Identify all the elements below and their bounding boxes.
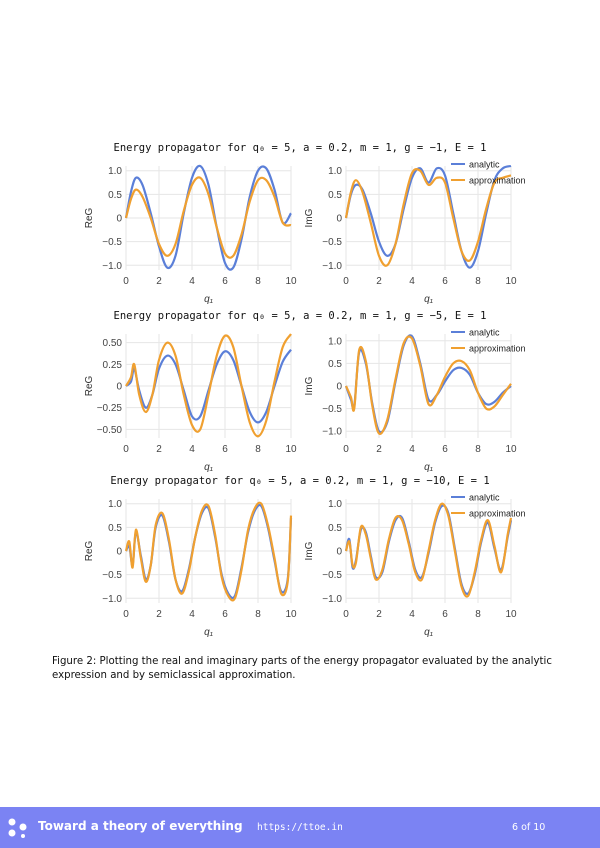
plot-reg-g1 [82,160,297,305]
y-tick-label: 0 [116,381,122,393]
y-axis-label: ImG [304,541,315,561]
x-tick-label: 2 [156,276,162,287]
x-tick-label: 4 [189,609,195,620]
x-tick-label: 2 [376,444,382,455]
x-tick-label: 2 [156,444,162,455]
x-tick-label: 10 [285,276,297,287]
y-tick-label: −0.5 [102,237,122,249]
x-tick-label: 4 [409,609,415,620]
y-tick-label: 0.5 [108,522,122,534]
y-tick-label: 0.25 [102,359,122,371]
y-tick-label: 1.0 [108,166,122,178]
y-tick-label: −0.5 [322,237,342,249]
y-tick-label: −1.0 [322,593,342,605]
x-axis-label: q₁ [424,627,433,638]
x-tick-label: 8 [475,444,481,455]
y-tick-label: 1.0 [108,499,122,511]
x-tick-label: 10 [505,444,517,455]
x-tick-label: 4 [189,444,195,455]
x-axis-label: q₁ [204,462,213,473]
plot-reg-g10 [82,493,297,638]
x-tick-label: 0 [123,609,129,620]
x-tick-label: 10 [505,276,517,287]
x-tick-label: 4 [189,276,195,287]
y-axis-label: ReG [84,207,95,229]
x-tick-label: 0 [123,276,129,287]
plot-img-g10 [302,493,524,638]
x-tick-label: 10 [505,609,517,620]
y-tick-label: 0 [336,381,342,393]
y-axis-label: ImG [304,376,315,396]
x-tick-label: 6 [442,444,448,455]
x-tick-label: 4 [409,444,415,455]
y-tick-label: 0.5 [328,358,342,370]
x-tick-label: 8 [475,609,481,620]
x-tick-label: 8 [255,609,261,620]
plot-img-g5 [302,328,524,473]
y-tick-label: −0.5 [102,570,122,582]
y-tick-label: −1.0 [102,593,122,605]
page-number: 6 of 10 [512,822,546,833]
series-line-approximation [126,334,291,436]
plot-img-g1 [302,160,524,305]
dots-logo-icon [6,817,32,839]
y-tick-label: 1.0 [328,336,342,348]
x-tick-label: 6 [442,609,448,620]
y-tick-label: −1.0 [322,426,342,438]
page-footer [0,807,600,848]
x-tick-label: 2 [376,609,382,620]
footer-url-link[interactable]: https://ttoe.in [257,822,343,833]
y-tick-label: 1.0 [328,166,342,178]
x-tick-label: 0 [123,444,129,455]
y-tick-label: 0.50 [102,338,122,350]
x-tick-label: 0 [343,444,349,455]
figure-caption: Figure 2: Plotting the real and imaginary parts of the energy propagator evaluated by the analytic expression and by semiclassical approximation. [52,656,552,681]
series-line-approximation [126,503,291,601]
y-tick-label: −0.5 [322,570,342,582]
y-axis-label: ReG [84,375,95,397]
y-tick-label: −0.5 [322,404,342,416]
legend-label: approximation [469,343,526,354]
x-tick-label: 2 [156,609,162,620]
legend-label: approximation [469,175,526,186]
x-axis-label: q₁ [204,627,213,638]
y-tick-label: 0.5 [328,522,342,534]
chart-title-row-1: Energy propagator for q₀ = 5, a = 0.2, m = 1, g = −1, E = 1 [113,142,487,154]
chart-title-row-3: Energy propagator for q₀ = 5, a = 0.2, m = 1, g = −10, E = 1 [110,475,490,487]
footer-brand: Toward a theory of everything [38,819,243,833]
plot-reg-g5 [82,328,297,473]
y-axis-label: ImG [304,208,315,228]
y-tick-label: 0.5 [328,189,342,201]
x-axis-label: q₁ [424,462,433,473]
x-tick-label: 10 [285,444,297,455]
x-tick-label: 10 [285,609,297,620]
chart-title-row-2: Energy propagator for q₀ = 5, a = 0.2, m = 1, g = −5, E = 1 [113,310,487,322]
y-tick-label: −0.50 [96,424,122,436]
x-tick-label: 8 [475,276,481,287]
x-tick-label: 4 [409,276,415,287]
legend-label: approximation [469,508,526,519]
x-axis-label: q₁ [424,294,433,305]
y-tick-label: 0 [116,546,122,558]
legend-label: analytic [469,492,500,503]
y-tick-label: 0 [336,546,342,558]
y-tick-label: 0 [116,213,122,225]
x-tick-label: 6 [222,444,228,455]
x-tick-label: 6 [222,276,228,287]
y-axis-label: ReG [84,540,95,562]
x-tick-label: 0 [343,276,349,287]
x-tick-label: 6 [222,609,228,620]
x-tick-label: 6 [442,276,448,287]
x-axis-label: q₁ [204,294,213,305]
y-tick-label: 0.5 [108,189,122,201]
y-tick-label: −0.25 [96,403,122,415]
x-tick-label: 0 [343,609,349,620]
legend-label: analytic [469,327,500,338]
y-tick-label: −1.0 [322,260,342,272]
x-tick-label: 8 [255,444,261,455]
y-tick-label: 1.0 [328,499,342,511]
legend-label: analytic [469,159,500,170]
y-tick-label: 0 [336,213,342,225]
y-tick-label: −1.0 [102,260,122,272]
x-tick-label: 8 [255,276,261,287]
x-tick-label: 2 [376,276,382,287]
